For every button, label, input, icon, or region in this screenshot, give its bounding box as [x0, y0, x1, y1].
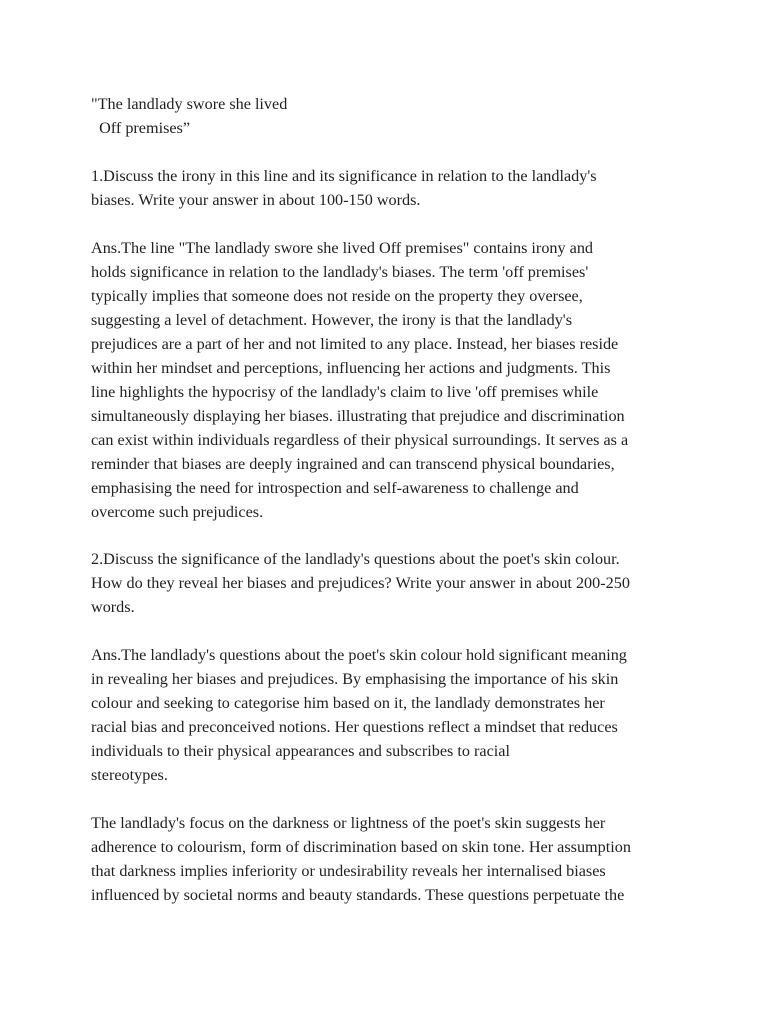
question-2: 2.Discuss the significance of the landlady's questions about the poet's skin colour. How do they reveal her biases and prejudices? Write your answer in about 200-250 words. — [91, 550, 630, 616]
answer-2-paragraph-1: Ans.The landlady's questions about the poet's skin colour hold significant meaning in revealing her biases and prejudices. By emphasising the importance of his skin colour and seeking to categorise him based on it, the landlady demonstrates her racial bias and preconceived notions. Her questions reflect a mindset that reduces individuals to their physical appearances and subscribes to racial stereotypes. — [91, 646, 627, 784]
poem-quote: "The landlady swore she lived Off premises” — [91, 95, 288, 137]
question-1: 1.Discuss the irony in this line and its significance in relation to the landlady's biases. Write your answer in about 100-150 words. — [91, 167, 597, 209]
answer-2-paragraph-2: The landlady's focus on the darkness or lightness of the poet's skin suggests her adherence to colourism, form of discrimination based on skin tone. Her assumption that darkness implies inferiority or undesirability reveals her internalised biases influenced by societal norms and beauty standards. These questions perpetuate the — [91, 814, 631, 904]
answer-1: Ans.The line "The landlady swore she lived Off premises" contains irony and holds significance in relation to the landlady's biases. The term 'off premises' typically implies that someone does not reside on the property they oversee, suggesting a level of detachment. However, the irony is that the landlady's prejudices are a part of her and not limited to any place. Instead, her biases reside within her mindset and perceptions, influencing her actions and judgments. This line highlights the hypocrisy of the landlady's claim to live 'off premises while simultaneously displaying her biases. illustrating that prejudice and discrimination can exist within individuals regardless of their physical surroundings. It serves as a reminder that biases are deeply ingrained and can transcend physical boundaries, emphasising the need for introspection and self-awareness to challenge and overcome such prejudices. — [91, 239, 629, 521]
